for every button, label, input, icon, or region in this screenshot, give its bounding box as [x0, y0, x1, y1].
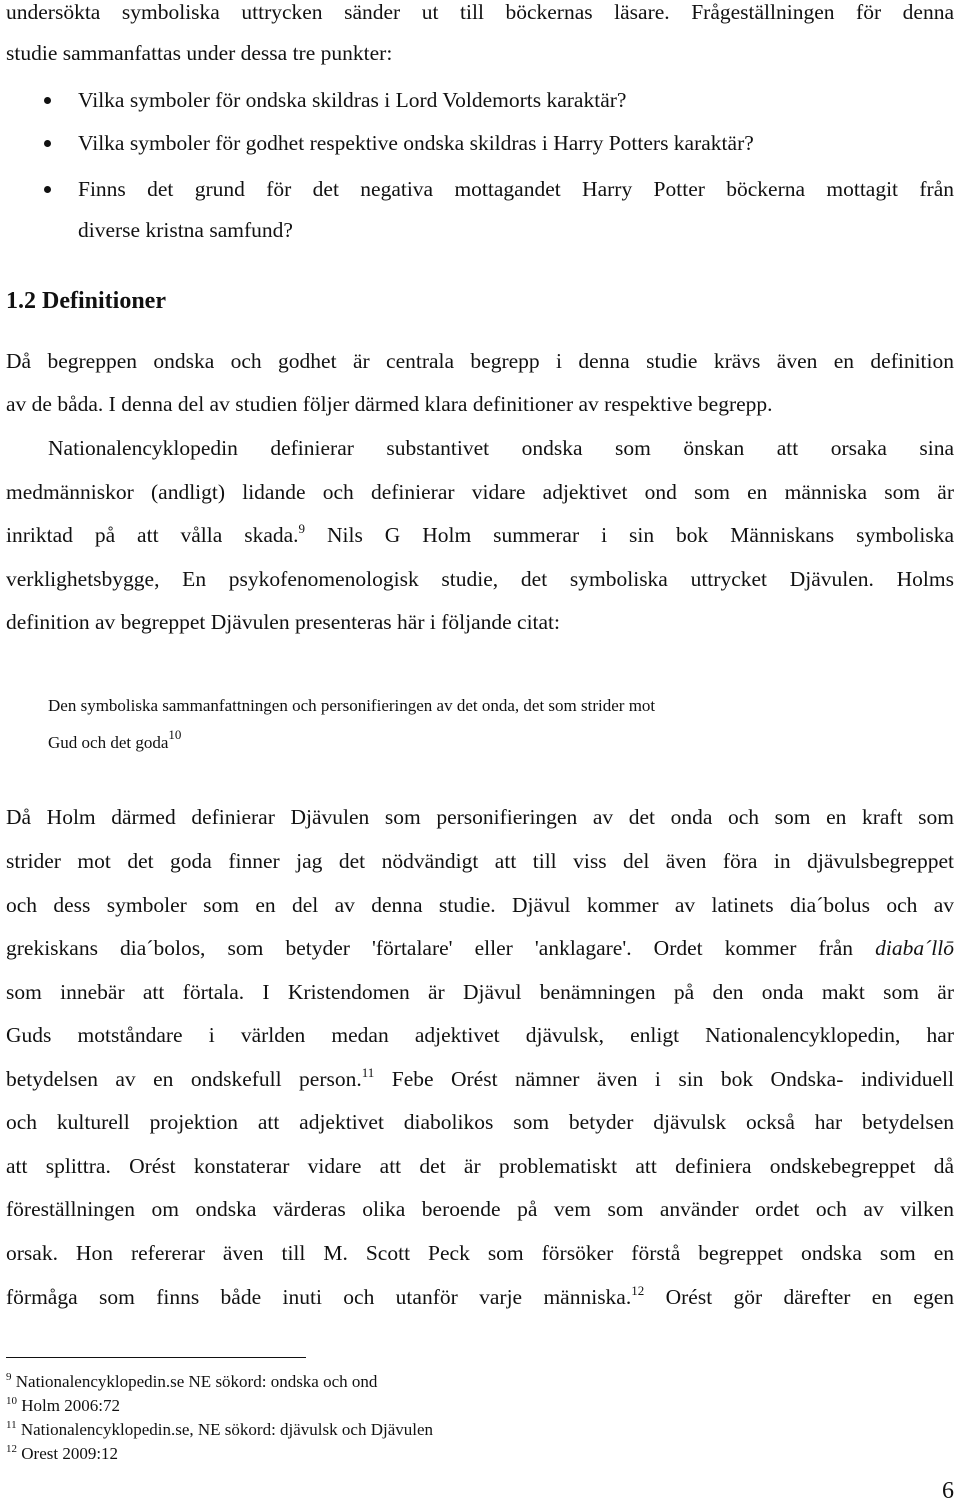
paragraph-line: verklighetsbygge, En psykofenomenologisk studie, det symboliska uttrycket Djävulen. Holms: [6, 567, 954, 591]
footnote-ref: 10: [168, 727, 182, 742]
paragraph-line: Då Holm därmed definierar Djävulen som personifieringen av det onda och som en kraft som: [6, 805, 954, 829]
paragraph-line: definition av begreppet Djävulen presenteras här i följande citat:: [6, 610, 561, 634]
paragraph-line: som innebär att förtala. I Kristendomen är Djävul benämningen på den onda makt som är: [6, 980, 954, 1004]
page-number: 6: [942, 1478, 954, 1504]
intro-line: studie sammanfattas under dessa tre punkter:: [6, 41, 393, 65]
bullet-icon: [44, 140, 51, 147]
footnote-divider: [6, 1357, 306, 1358]
footnote: $^{12}$ Orest 2009:12: [6, 1443, 119, 1463]
paragraph-line: och dess symboler som en del av denna studie. Djävul kommer av latinets dia´bolus och av: [6, 893, 954, 917]
footnote: $^{11}$ Nationalencyklopedin.se, NE sökord: djävulsk och Djävulen: [6, 1419, 434, 1439]
section-heading: 1.2 Definitioner: [6, 288, 166, 314]
paragraph-line: förmåga som finns både inuti och utanför varje människa.$^{12}$ Orést gör därefter en egen: [6, 1283, 954, 1309]
paragraph-line: föreställningen om ondska värderas olika beroende på vem som använder ordet och av vilken: [6, 1197, 954, 1221]
paragraph-line: av de båda. I denna del av studien följer därmed klara definitioner av respektive begrepp.: [6, 392, 773, 416]
paragraph-line: Nationalencyklopedin definierar substantivet ondska som önskan att orsaka sina: [48, 436, 954, 460]
bullet-icon: [44, 186, 51, 193]
intro-line: undersökta symboliska uttrycken sänder ut till böckernas läsare. Frågeställningen för denna: [6, 0, 954, 24]
paragraph-line: medmänniskor (andligt) lidande och definierar vidare adjektivet ond som en människa som är: [6, 480, 954, 504]
paragraph-line: och kulturell projektion att adjektivet diabolikos som betyder djävulsk också har betydelsen: [6, 1110, 954, 1134]
document-page: undersökta symboliska uttrycken sänder ut till böckernas läsare. Frågeställningen för denna studie sammanfattas under dessa tre punkter: Vilka symboler för ondska skildras i Lord Voldemorts karaktär? Vilka symboler för godhet respektive ondska skildras i Harry Potters karaktär? Finns det grund för det negativa mottagandet Harry Potter böckerna mottagit från diverse kristna samfund? 1.2 Definitioner Då begreppen ondska och godhet är centrala begrepp i denna studie krävs även en definition av de båda. I denna del av studien följer därmed klara definitioner av respektive begrepp. Nationalencyklopedin definierar substantivet ondska som önskan att orsaka sina medmänniskor (andligt) lidande och definierar vidare adjektivet ond som en människa som är inriktad på att vålla skada.$^9$ Nils G Holm summerar i sin bok Människans symboliska verklighetsbygge, En psykofenomenologisk studie, det symboliska uttrycket Djävulen. Holms definition av begreppet Djävulen presenteras här i följande citat: Den symboliska sammanfattningen och personifieringen av det onda, det som strider mot Gud och det goda$^{10}$ Då Holm därmed definierar Djävulen som personifieringen av det onda och som en kraft som strider mot det goda finner jag det nödvändigt att till viss del även föra in djävulsbegreppet och dess symboler som en del av denna studie. Djävul kommer av latinets dia´bolus och av grekiskans dia´bolos, som betyder 'förtalare' eller 'anklagare'. Ordet kommer från diaba´llō som innebär att förtala. I Kristendomen är Djävul benämningen på den onda makt som är Guds motståndare i världen medan adjektivet djävulsk, enligt Nationalencyklopedin, har betydelsen av en ondskefull person.$^{11}$ Febe Orést nämner även i sin bok Ondska- individuell och kulturell projektion att adjektivet diabolikos som betyder djävulsk också har betydelsen att splittra. Orést konstaterar vidare att det är problematiskt att definiera ondskebegreppet då föreställningen om ondska värderas olika beroende på vem som använder ordet och av vilken orsak. Hon refererar även till M. Scott Peck som försöker förstå begreppet ondska som en förmåga som finns både inuti och utanför varje människa.$^{12}$ Orést gör därefter en egen $^9$ Nationalencyklopedin.se NE sökord: ondska och ond $^{10}$ Holm 2006:72 $^{11}$ Nationalencyklopedin.se, NE sökord: djävulsk och Djävulen $^{12}$ Orest 2009:12 6: [0, 0, 960, 1509]
greek-term: diaba´llō: [875, 936, 954, 960]
paragraph-line: betydelsen av en ondskefull person.$^{11}$ Febe Orést nämner även i sin bok Ondska- individuell: [6, 1065, 954, 1091]
footnote-ref: 11: [361, 1065, 375, 1080]
paragraph-line: Då begreppen ondska och godhet är centrala begrepp i denna studie krävs även en definition: [6, 349, 954, 373]
paragraph-line: grekiskans dia´bolos, som betyder 'förtalare' eller 'anklagare'. Ordet kommer från diaba´llō: [6, 936, 954, 960]
footnote: $^9$ Nationalencyklopedin.se NE sökord: ondska och ond: [6, 1371, 378, 1391]
block-quote-line: Den symboliska sammanfattningen och personifieringen av det onda, det som strider mot: [48, 696, 656, 715]
bullet-icon: [44, 97, 51, 104]
paragraph-line: att splittra. Orést konstaterar vidare att det är problematiskt att definiera ondskebegreppet då: [6, 1154, 954, 1178]
block-quote-line: Gud och det goda$^{10}$: [48, 727, 182, 752]
footnote-ref: 9: [298, 521, 306, 536]
paragraph-line: strider mot det goda finner jag det nödvändigt att till viss del även föra in djävulsbegreppet: [6, 849, 954, 873]
paragraph-line: inriktad på att vålla skada.$^9$ Nils G Holm summerar i sin bok Människans symboliska: [6, 521, 955, 547]
footnote: $^{10}$ Holm 2006:72: [6, 1395, 120, 1415]
paragraph-line: orsak. Hon refererar även till M. Scott Peck som försöker förstå begreppet ondska som en: [6, 1241, 954, 1265]
paragraph-line: Guds motståndare i världen medan adjektivet djävulsk, enligt Nationalencyklopedin, har: [6, 1023, 954, 1047]
footnote-ref: 12: [631, 1283, 645, 1298]
